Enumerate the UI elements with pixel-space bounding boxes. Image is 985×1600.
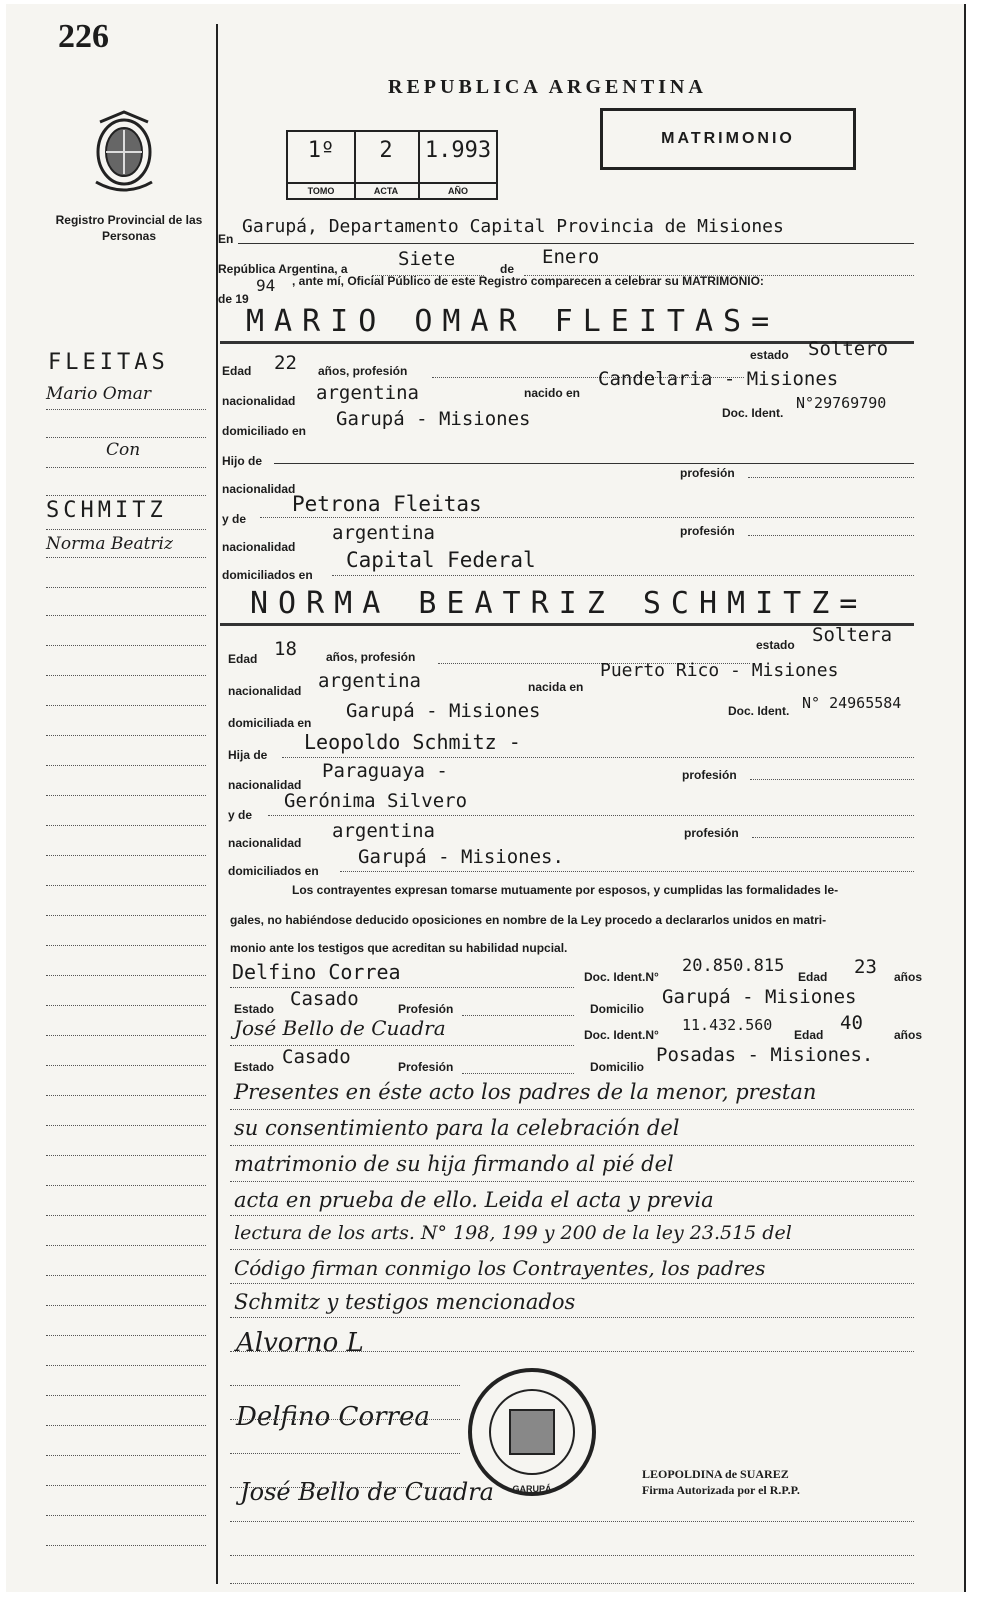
declaration-line-1: Los contrayentes expresan tomarse mutuamente por esposos, y cumplidas las formalidades le- — [292, 883, 839, 897]
margin-line — [46, 1544, 206, 1546]
witness-1-domicilio: Garupá - Misiones — [662, 986, 857, 1008]
margin-line — [46, 704, 206, 706]
bride-mother: Gerónima Silvero — [284, 790, 468, 812]
ano-cell — [420, 132, 496, 198]
witness-2-domicilio: Posadas - Misiones. — [656, 1044, 874, 1066]
ruled-line — [230, 1108, 914, 1110]
witness-2-estado: Casado — [282, 1046, 351, 1068]
margin-line — [46, 1304, 206, 1306]
place-value: Garupá, Departamento Capital Provincia de Misiones — [242, 216, 784, 237]
bride-nacionalidad-label: nacionalidad — [228, 684, 302, 698]
place-line — [238, 242, 914, 244]
witness-2-edad-label: Edad — [794, 1028, 824, 1042]
bride-anos-profesion-label: años, profesión — [326, 650, 416, 664]
bride-dom-padres-line — [340, 870, 914, 872]
margin-line — [46, 556, 206, 558]
acta-label: ACTA — [354, 182, 418, 198]
registry-name: Registro Provincial de las Personas — [55, 213, 203, 243]
margin-line — [46, 1094, 206, 1096]
groom-mother: Petrona Fleitas — [292, 492, 482, 516]
ruled-line — [230, 1384, 460, 1386]
domiciliado-label: domiciliado en — [222, 424, 307, 438]
margin-con: Con — [106, 440, 141, 460]
bride-doc: N° 24965584 — [802, 694, 902, 712]
ruled-line — [230, 1554, 914, 1556]
observation-line-6: Código firman conmigo los Contrayentes, los padres — [234, 1256, 766, 1280]
ruled-line — [230, 1180, 914, 1182]
day-value: Siete — [398, 248, 456, 270]
year-prefix: de 19 — [218, 292, 249, 306]
signature-official: Alvorno L — [236, 1328, 364, 1358]
year-suffix: 94 — [256, 276, 276, 295]
margin-line — [46, 1034, 206, 1036]
observation-line-3: matrimonio de su hija firmando al pié del — [234, 1152, 674, 1176]
nacionalidad-madre-label: nacionalidad — [222, 540, 296, 554]
country-title: REPUBLICA ARGENTINA — [388, 76, 707, 98]
margin-line — [46, 974, 206, 976]
margin-line — [46, 1274, 206, 1276]
hijo-de-line — [274, 462, 914, 464]
bride-parents-domicilio: Garupá - Misiones. — [358, 846, 564, 868]
bride-prof-padre-line — [750, 778, 914, 780]
bride-y-de-label: y de — [228, 808, 253, 822]
profesion-padre-label: profesión — [680, 466, 735, 480]
nacida-en-label: nacida en — [528, 680, 584, 694]
bride-father-nacionalidad: Paraguaya - — [322, 760, 448, 782]
declaration-line-2: gales, no habiéndose deducido oposiciones en nombre de la Ley procedo a declararlos unidos en matri- — [230, 913, 827, 927]
ruled-line — [230, 1520, 914, 1522]
bride-age: 18 — [274, 638, 297, 660]
observation-line-1: Presentes en éste acto los padres de la menor, prestan — [234, 1080, 817, 1104]
bride-name-rule — [220, 622, 914, 626]
margin-line — [46, 1214, 206, 1216]
witness-1-profesion-line — [462, 1014, 574, 1016]
hija-de-line — [282, 756, 914, 758]
observation-line-4: acta en prueba de ello. Leida el acta y previa — [234, 1188, 714, 1212]
ano-value: 1.993 — [424, 138, 492, 163]
acta-value: 2 — [379, 138, 393, 163]
ruled-line — [230, 1282, 914, 1284]
margin-line — [46, 854, 206, 856]
groom-nacido-en: Candelaria - Misiones — [598, 368, 839, 390]
bride-prof-madre-label: profesión — [684, 826, 739, 840]
ruled-line — [230, 1418, 460, 1420]
margin-bride-given: Norma Beatriz — [46, 534, 173, 554]
margin-line — [46, 1334, 206, 1336]
margin-line — [46, 914, 206, 916]
document-type-box: MATRIMONIO — [600, 108, 856, 170]
margin-line — [46, 586, 206, 588]
groom-full-name: MARIO OMAR FLEITAS= — [246, 304, 780, 339]
margin-line — [46, 884, 206, 886]
bride-nacida-en: Puerto Rico - Misiones — [600, 660, 839, 681]
margin-line — [46, 436, 206, 438]
margin-line — [46, 1124, 206, 1126]
profesion-padre-line — [748, 476, 914, 478]
domiciliada-label: domiciliada en — [228, 716, 312, 730]
madre-line — [260, 516, 914, 518]
republica-label: República Argentina, a — [218, 262, 348, 276]
estado-label: estado — [750, 348, 789, 362]
witness-2-doc-label: Doc. Ident.N° — [584, 1028, 659, 1042]
margin-line — [46, 764, 206, 766]
margin-line — [46, 1394, 206, 1396]
witness-1-name-line — [230, 986, 574, 988]
observation-line-7: Schmitz y testigos mencionados — [234, 1290, 576, 1314]
year-after: , ante mí, Oficial Público de este Registro comparecen a celebrar su MATRIMONIO: — [292, 274, 764, 288]
margin-line — [46, 944, 206, 946]
bride-prof-padre-label: profesión — [682, 768, 737, 782]
bride-nacionalidad: argentina — [318, 670, 421, 692]
witness-2-age: 40 — [840, 1012, 863, 1034]
ruled-line — [230, 1350, 914, 1352]
margin-line — [46, 1184, 206, 1186]
bride-nac-madre-label: nacionalidad — [228, 836, 302, 850]
margin-divider — [216, 24, 218, 1584]
en-label: En — [218, 232, 234, 246]
page-number: 226 — [58, 18, 109, 55]
margin-line — [46, 408, 206, 410]
margin-line — [46, 734, 206, 736]
margin-line — [46, 824, 206, 826]
margin-line — [46, 1244, 206, 1246]
margin-line — [46, 1484, 206, 1486]
registry-stamp-icon — [464, 1364, 600, 1500]
observation-line-5: lectura de los arts. N° 198, 199 y 200 de la ley 23.515 del — [234, 1222, 792, 1244]
witness-1-profesion-label: Profesión — [398, 1002, 454, 1016]
nacionalidad-padre-label: nacionalidad — [222, 482, 296, 496]
witness-2-profesion-line — [462, 1072, 574, 1074]
month-value: Enero — [542, 246, 600, 268]
official-name: LEOPOLDINA de SUAREZ — [642, 1467, 789, 1481]
bride-doc-label: Doc. Ident. — [728, 704, 790, 718]
groom-domicilio: Garupá - Misiones — [336, 408, 531, 430]
margin-line — [46, 644, 206, 646]
coat-of-arms-icon — [86, 108, 162, 192]
ruled-line — [230, 1582, 914, 1584]
ruled-line — [230, 1316, 914, 1318]
tomo-cell — [288, 132, 356, 198]
groom-mother-nacionalidad: argentina — [332, 522, 435, 544]
margin-line — [46, 1514, 206, 1516]
witness-1-doc-label: Doc. Ident.N° — [584, 970, 659, 984]
nacido-en-label: nacido en — [524, 386, 581, 400]
acta-page — [6, 4, 966, 1592]
nacionalidad-label: nacionalidad — [222, 394, 296, 408]
acta-cell — [354, 132, 420, 198]
witness-1-estado-label: Estado — [234, 1002, 275, 1016]
hijo-de-label: Hijo de — [222, 454, 263, 468]
tomo-value: 1º — [307, 138, 335, 163]
doc-ident-label: Doc. Ident. — [722, 406, 784, 420]
bride-edad-label: Edad — [228, 652, 258, 666]
bride-estado: Soltera — [812, 624, 893, 646]
margin-line — [46, 466, 206, 468]
ruled-line — [230, 1248, 914, 1250]
witness-2-anos-label: años — [894, 1028, 923, 1042]
witness-1-name: Delfino Correa — [232, 960, 401, 984]
bride-estado-label: estado — [756, 638, 795, 652]
groom-estado: Soltero — [808, 338, 889, 360]
witness-2-name: José Bello de Cuadra — [234, 1016, 446, 1040]
margin-line — [46, 1154, 206, 1156]
margin-line — [46, 528, 206, 530]
bride-madre-line — [268, 814, 914, 816]
margin-line — [46, 1424, 206, 1426]
witness-1-anos-label: años — [894, 970, 923, 984]
bride-domiciliados-label: domiciliados en — [228, 864, 319, 878]
bride-mother-nacionalidad: argentina — [332, 820, 435, 842]
stamp-bottom-text: GARUPÁ — [512, 1484, 552, 1494]
official-role: Firma Autorizada por el R.P.P. — [642, 1483, 800, 1497]
witness-2-estado-label: Estado — [234, 1060, 275, 1074]
bride-full-name: NORMA BEATRIZ SCHMITZ= — [250, 586, 868, 621]
margin-line — [46, 1064, 206, 1066]
tomo-label: TOMO — [288, 182, 354, 198]
y-de-label: y de — [222, 512, 247, 526]
bride-father: Leopoldo Schmitz - — [304, 730, 521, 754]
groom-nacionalidad: argentina — [316, 382, 419, 404]
ruled-line — [230, 1452, 460, 1454]
ano-label: AÑO — [420, 182, 496, 198]
profesion-madre-line — [748, 534, 914, 536]
groom-doc: N°29769790 — [796, 394, 887, 412]
official-stamp — [642, 1466, 800, 1498]
margin-groom-surname: FLEITAS — [48, 350, 169, 375]
groom-parents-domicilio: Capital Federal — [346, 548, 536, 572]
bride-prof-madre-line — [752, 836, 914, 838]
margin-bride-surname: SCHMITZ — [46, 498, 167, 523]
de-label: de — [500, 262, 515, 276]
domiciliados-label: domiciliados en — [222, 568, 313, 582]
margin-line — [46, 614, 206, 616]
witness-1-edad-label: Edad — [798, 970, 828, 984]
margin-line — [46, 1364, 206, 1366]
edad-label: Edad — [222, 364, 252, 378]
margin-line — [46, 494, 206, 496]
tomo-acta-ano-box — [286, 130, 498, 200]
witness-1-domicilio-label: Domicilio — [590, 1002, 645, 1016]
declaration-line-3: monio ante los testigos que acreditan su habilidad nupcial. — [230, 941, 568, 955]
bride-domicilio: Garupá - Misiones — [346, 700, 541, 722]
witness-1-age: 23 — [854, 956, 877, 978]
ruled-line — [230, 1486, 460, 1488]
witness-2-doc: 11.432.560 — [682, 1016, 773, 1034]
signature-witness-1: Delfino Correa — [236, 1402, 430, 1432]
margin-line — [46, 794, 206, 796]
witness-1-estado: Casado — [290, 988, 359, 1010]
anos-profesion-label: años, profesión — [318, 364, 408, 378]
bride-nac-padre-label: nacionalidad — [228, 778, 302, 792]
domicilio-padres-line — [332, 574, 914, 576]
observation-line-2: su consentimiento para la celebración del — [234, 1116, 680, 1140]
ruled-line — [230, 1144, 914, 1146]
margin-line — [46, 1454, 206, 1456]
profesion-madre-label: profesión — [680, 524, 735, 538]
hija-de-label: Hija de — [228, 748, 268, 762]
margin-line — [46, 674, 206, 676]
margin-line — [46, 1004, 206, 1006]
witness-2-domicilio-label: Domicilio — [590, 1060, 645, 1074]
groom-age: 22 — [274, 352, 297, 374]
witness-2-profesion-label: Profesión — [398, 1060, 454, 1074]
margin-groom-given: Mario Omar — [46, 384, 152, 404]
ruled-line — [230, 1214, 914, 1216]
signature-witness-2: José Bello de Cuadra — [240, 1478, 494, 1506]
witness-1-doc: 20.850.815 — [682, 956, 785, 976]
